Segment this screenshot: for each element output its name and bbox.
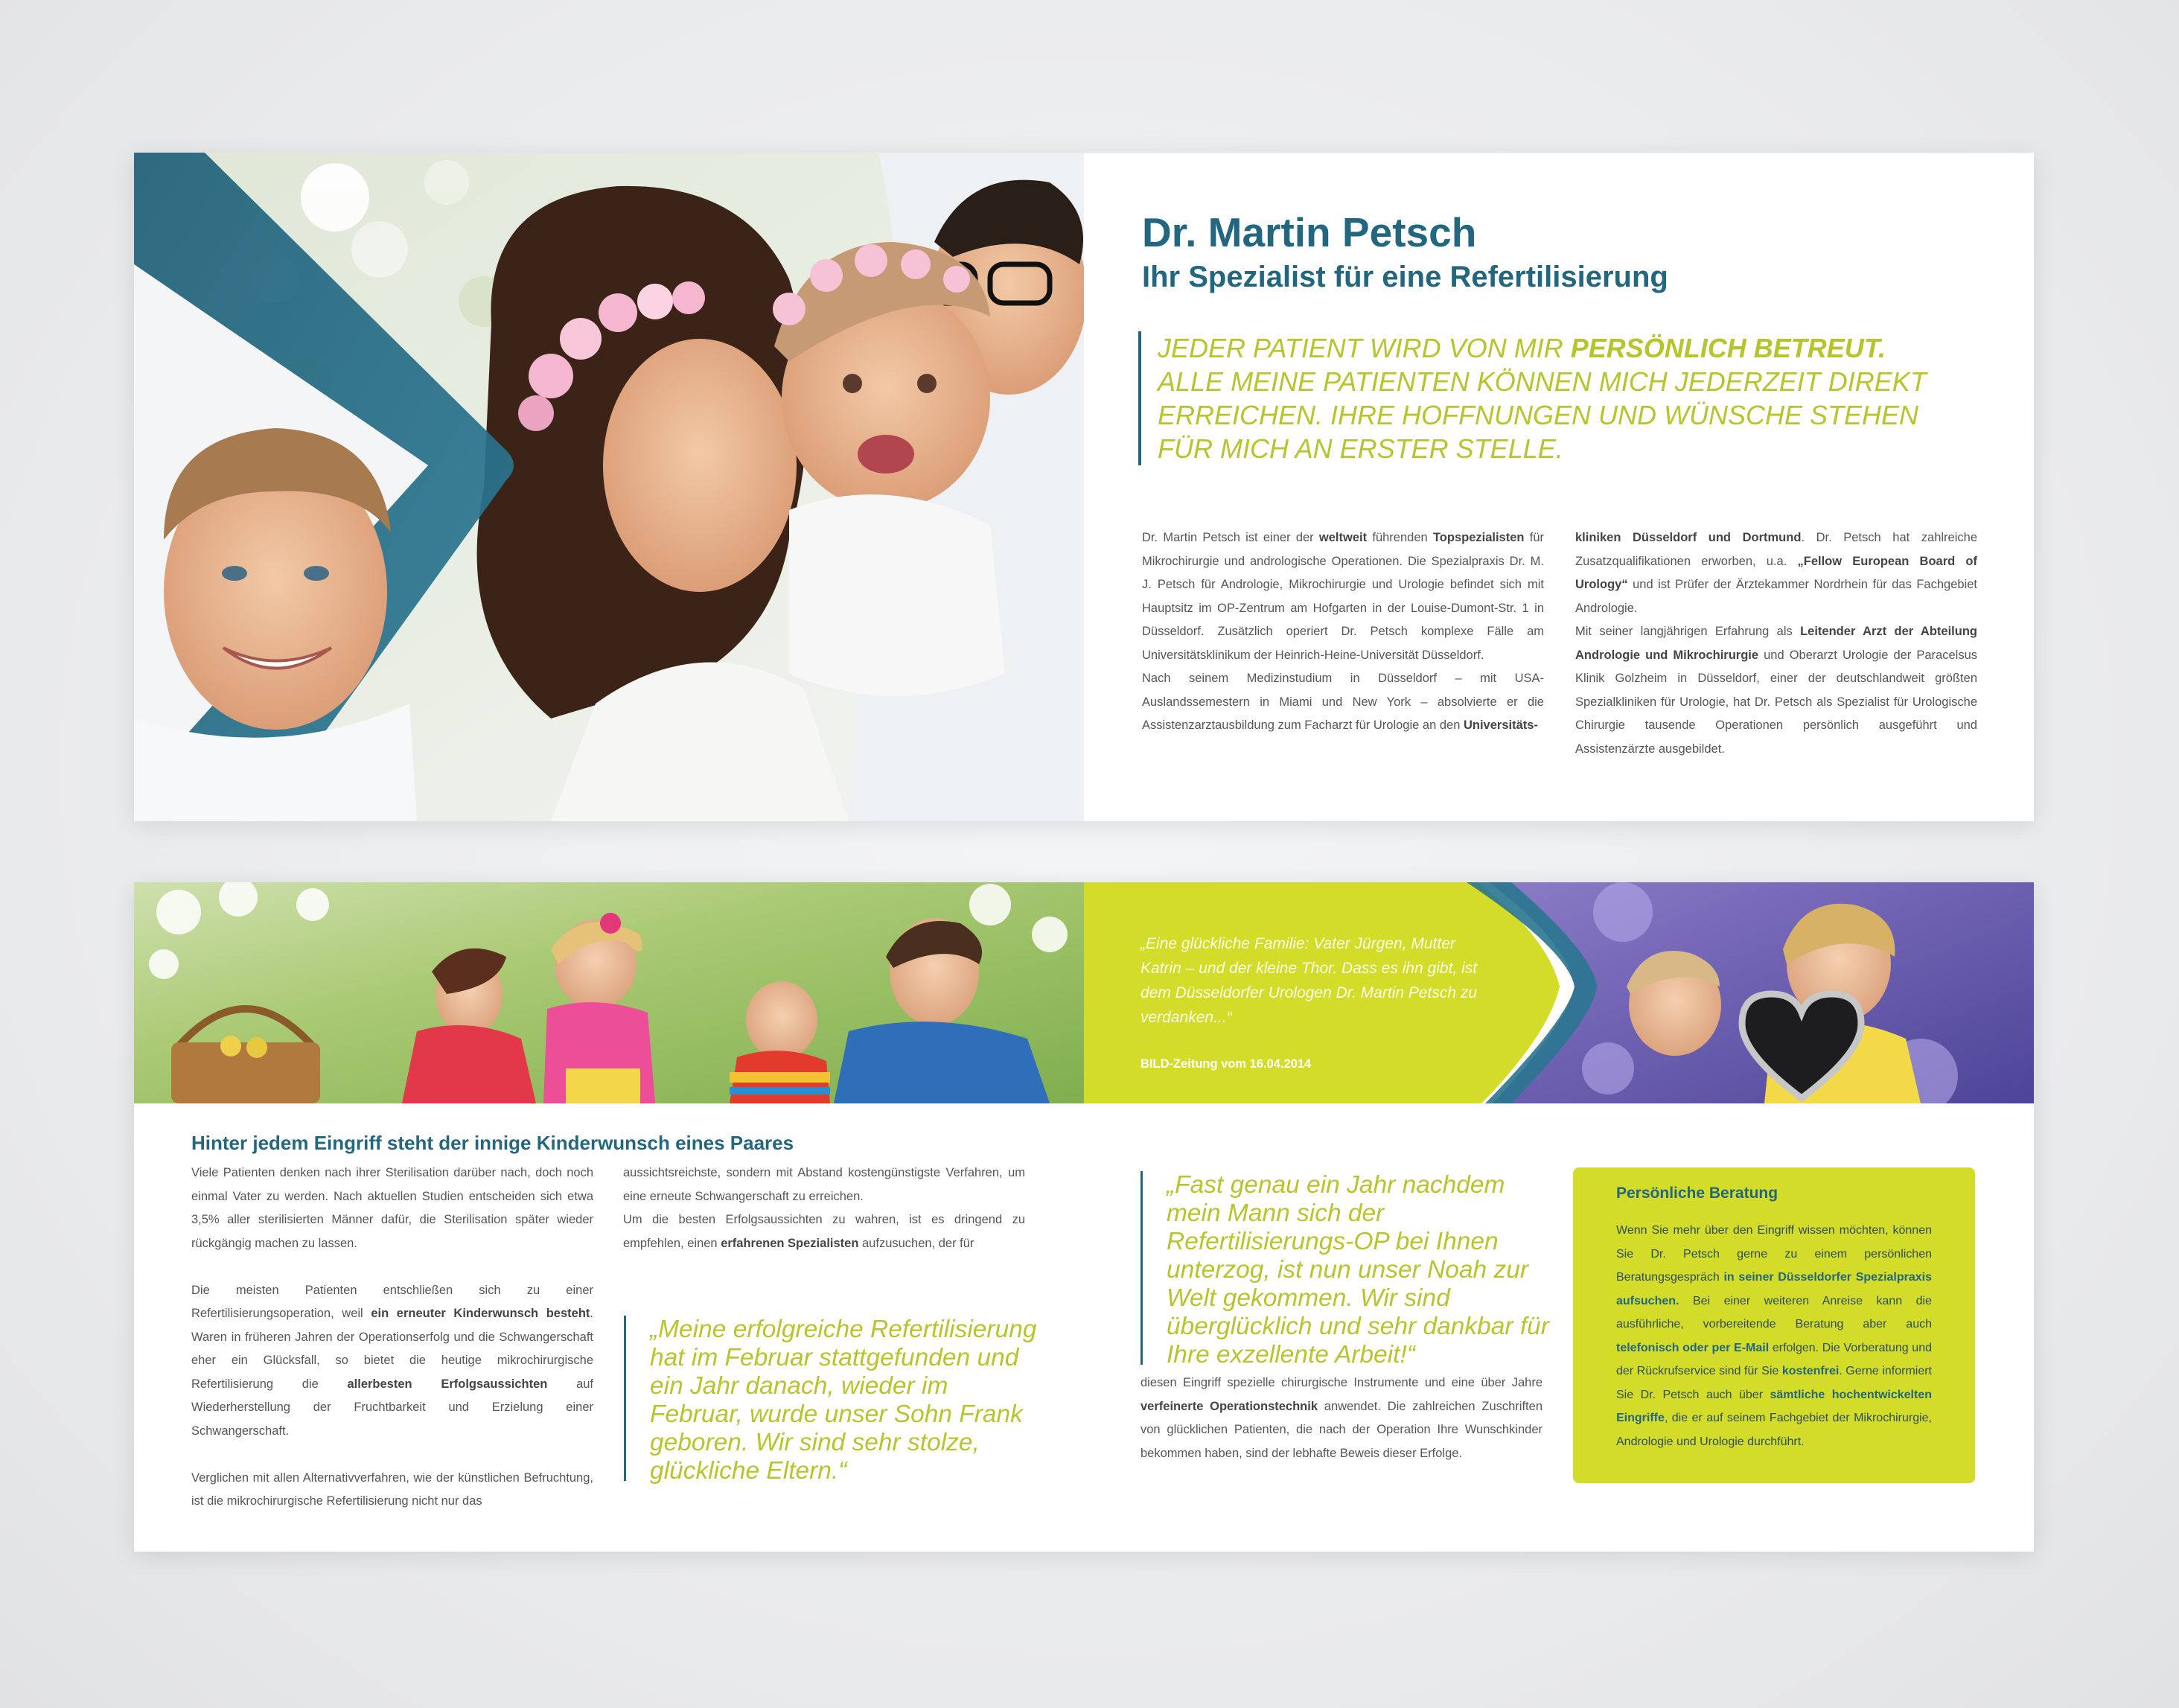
brochure-page-bottom [134, 882, 2034, 1552]
info-bold: in seiner Düsseldorfer Spezialpraxis aufsuchen. [1616, 1271, 1932, 1307]
article-text: . Waren in früheren Jahren der Operationserfolg und die Schwangerschaft eher ein Glücksfall, so bietet die heutige mikrochirurgische Refertilisierung die [191, 1307, 593, 1391]
banner-quote: „Eine glückliche Familie: Vater Jürgen, Mutter Katrin – und der kleine Thor. Dass es ihn gibt, ist dem Düsseldorfer Urologen Dr. Martin Petsch zu verdanken...“ [1140, 935, 1478, 1026]
article-text: auf Wiederherstellung der Fruchtbarkeit und Erzielung einer Schwangerschaft. [191, 1377, 594, 1438]
lead-text-2: ALLE MEINE PATIENTEN KÖNNEN MICH JEDERZEIT DIREKT ERREICHEN. IHRE HOFFNUNGEN UND WÜNSCHE STEHEN FÜR MICH AN ERSTER STELLE. [1158, 366, 1927, 464]
family-photo-collage [134, 153, 1084, 821]
article-column-2 [623, 1161, 1025, 1279]
article-paragraph [1140, 1371, 1542, 1465]
info-text: Bei einer weiteren Anreise kann die ausführliche, vorbereitende Beratung aber auch [1616, 1294, 1932, 1331]
bio-column-left [1142, 526, 1544, 738]
article-paragraph [191, 1279, 593, 1444]
lead-bold: PERSÖNLICH BETREUT. [1570, 333, 1886, 363]
bio-text: und Oberarzt Urologie der Paracelsus Klinik Golzheim in Düsseldorf, einer der deutschlandweit größten Spezialkliniken für Urologie, hat Dr. Petsch als Spezialist für Urologische Chirurgie tausende Operationen persönlich ausgeführt und Assistenzärzte ausgebildet. [1575, 648, 1977, 756]
article-paragraph: Viele Patienten denken nach ihrer Sterilisation darüber nach, doch noch einmal Vater zu werden. Nach aktuellen Studien entscheiden sich etwa 3,5% aller sterilisierten Männer dafür, die Sterilisation später wieder rückgängig machen zu lassen. [191, 1166, 593, 1250]
bio-text: Nach seinem Medizinstudium in Düsseldorf – mit USA-Auslandssemestern in Miami und New York – absolvierte er die Assistenzarztausbildung zum Facharzt für Urologie an den [1142, 672, 1544, 732]
bio-bold: „Fellow European Board of Urology“ [1575, 554, 1977, 591]
info-bold: sämtliche hochentwickelten Eingriffe [1616, 1388, 1932, 1424]
bio-bold: Universitäts- [1463, 718, 1538, 732]
banner-illustration [134, 882, 2034, 1103]
article-bold: ein erneuter Kinderwunsch besteht [371, 1307, 590, 1320]
article-bold: erfahrenen Spezialisten [721, 1236, 859, 1250]
article-text: aufzusuchen, der für [858, 1236, 974, 1250]
article-text: anwendet. Die zahlreichen Zuschriften von glücklichen Patienten, die nach der Operation Ihre Wunschkinder bekommen haben, sind der lebhafte Beweis dieser Erfolge. [1140, 1399, 1542, 1460]
specialist-subtitle: Ihr Spezialist für eine Refertilisierung [1142, 261, 1668, 293]
info-text: . Gerne informiert Sie Dr. Petsch auch über [1616, 1365, 1933, 1401]
article-paragraph [623, 1208, 1025, 1255]
article-paragraph: aussichtsreichste, sondern mit Abstand kostengünstigste Verfahren, um eine erneute Schwangerschaft zu erreichen. [623, 1166, 1025, 1203]
bio-bold: Topspezialisten [1432, 531, 1525, 544]
lead-statement [1138, 331, 1947, 465]
consultation-info-box [1573, 1167, 1975, 1483]
info-text: Wenn Sie mehr über den Eingriff wissen möchten, können Sie Dr. Petsch gerne zu einem persönlichen Beratungsgespräch [1616, 1224, 1932, 1284]
article-column-3 [1140, 1371, 1542, 1489]
bio-text: Dr. Martin Petsch ist einer der [1142, 531, 1319, 544]
bio-bold: Leitender Arzt der Abteilung Andrologie und Mikrochirurgie [1575, 625, 1977, 662]
doctor-name-title: Dr. Martin Petsch [1142, 209, 1477, 255]
bio-text: . Dr. Petsch hat zahlreiche Zusatzqualifikationen erworben, u.a. [1575, 531, 1977, 568]
info-box-title: Persönliche Beratung [1616, 1185, 1778, 1202]
photo-illustration [134, 153, 1084, 821]
lead-text-1: JEDER PATIENT WIRD VON MIR [1158, 333, 1571, 363]
testimonial-quote-noah: „Fast genau ein Jahr nachdem mein Mann sich der Refertilisierungs-OP bei Ihnen unterzog, ist nun unser Noah zur Welt gekommen. Wir sind überglücklich und sehr dankbar für Ihre exzellente Arbeit!“ [1140, 1171, 1554, 1365]
article-column-1 [191, 1161, 593, 1537]
brochure-page-top [134, 153, 2034, 821]
article-text: diesen Eingriff spezielle chirurgische Instrumente und eine über Jahre [1140, 1376, 1542, 1389]
info-bold: kostenfrei [1781, 1365, 1840, 1377]
bio-text: und ist Prüfer der Ärztekammer Nordrhein für das Fachgebiet Andrologie. [1575, 578, 1977, 615]
article-paragraph: Verglichen mit allen Alternativverfahren, wie der künstlichen Befruchtung, ist die mikrochirurgische Refertilisierung nicht nur das [191, 1470, 593, 1508]
bio-bold: kliniken Düsseldorf und Dortmund [1575, 531, 1802, 544]
photo-banner [134, 882, 2034, 1103]
bio-text: Mit seiner langjährigen Erfahrung als [1575, 625, 1801, 638]
banner-source: BILD-Zeitung vom 16.04.2014 [1140, 1057, 1312, 1071]
info-text: , die er auf seinem Fachgebiet der Mikrochirurgie, Andrologie und Urologie durchführt. [1616, 1412, 1932, 1448]
article-text: Die meisten Patienten entschließen sich zu einer Refertilisierungsoperation, weil [191, 1283, 593, 1320]
info-box-body [1616, 1219, 1932, 1453]
info-bold: telefonisch oder per E-Mail [1616, 1341, 1770, 1354]
testimonial-quote-frank: „Meine erfolgreiche Refertilisierung hat im Februar stattgefunden und ein Jahr danach, wieder im Februar, wurde unser Sohn Frank geboren. Wir sind sehr stolze, glückliche Eltern.“ [624, 1316, 1037, 1481]
bio-bold: weltweit [1318, 531, 1368, 544]
bio-text: führenden [1367, 531, 1433, 544]
article-bold: verfeinerte Operationstechnik [1140, 1399, 1318, 1413]
bio-column-right [1575, 526, 1977, 761]
article-bold: allerbesten Erfolgsaussichten [347, 1377, 548, 1391]
info-text: erfolgen. Die Vorberatung und der Rückrufservice sind für Sie [1616, 1341, 1933, 1377]
section-heading: Hinter jedem Eingriff steht der innige Kinderwunsch eines Paares [191, 1132, 794, 1154]
article-text: Um die besten Erfolgsaussichten zu wahren, ist es dringend zu empfehlen, einen [623, 1213, 1025, 1250]
intro-text-panel [1084, 153, 2034, 821]
bio-text: für Mikrochirurgie und andrologische Operationen. Die Spezialpraxis Dr. M. J. Petsch für Andrologie, Mikrochirurgie und Urologie befindet sich mit Hauptsitz im OP-Zentrum am Hofgarten in der Louise-Dumont-Str. 1 in Düsseldorf. Zusätzlich operiert Dr. Petsch komplexe Fälle am Universitätsklinikum der Heinrich-Heine-Universität Düsseldorf. [1142, 531, 1545, 662]
